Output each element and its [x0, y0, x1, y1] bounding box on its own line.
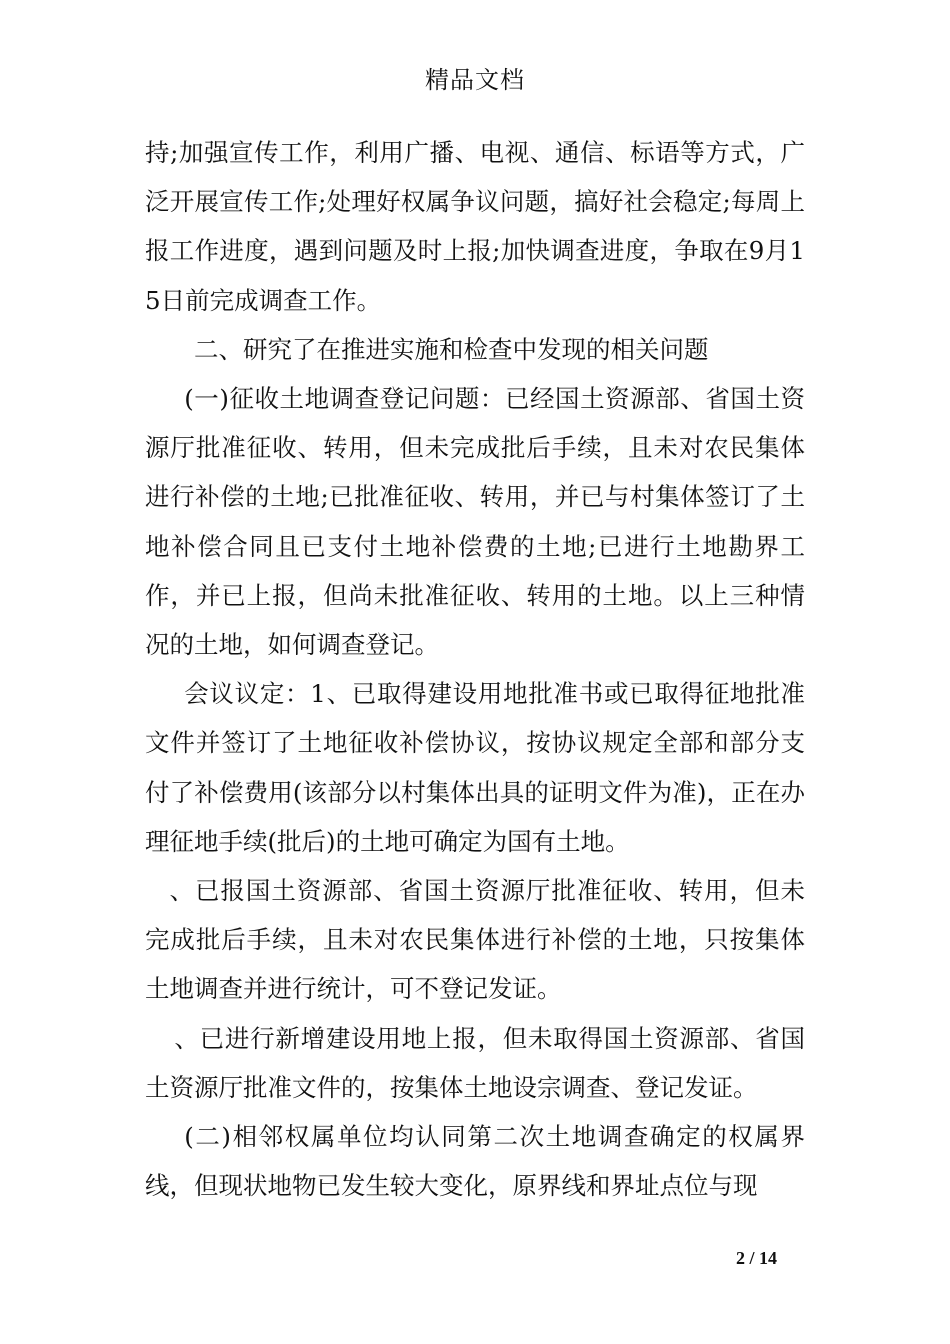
document-body: [145, 128, 805, 1210]
paragraph-resolution-1: 会议议定：1、已取得建设用地批准书或已取得征地批准文件并签订了土地征收补偿协议，按协议规定全部和部分支付了补偿费用(该部分以村集体出具的证明文件为准)，正在办理征地手续(批后)的土地可确定为国有土地。: [145, 679, 805, 856]
section-heading-2: 二、研究了在推进实施和检查中发现的相关问题: [194, 334, 709, 364]
paragraph-issue-2: (二)相邻权属单位均认同第二次土地调查确定的权属界线，但现状地物已发生较大变化，原界线和界址点位与现: [145, 1122, 805, 1201]
page-number: 2 / 14: [736, 1248, 778, 1268]
paragraph-continuation: 持;加强宣传工作，利用广播、电视、通信、标语等方式，广泛开展宣传工作;处理好权属争议问题，搞好社会稳定;每周上报工作进度，遇到问题及时上报;加快调查进度，争取在9月15日前完成调查工作。: [145, 138, 805, 315]
paragraph-issue-1: (一)征收土地调查登记问题：已经国土资源部、省国土资源厅批准征收、转用，但未完成批后手续，且未对农民集体进行补偿的土地;已批准征收、转用，并已与村集体签订了土地补偿合同且已支付土地补偿费的土地;已进行土地勘界工作，并已上报，但尚未批准征收、转用的土地。以上三种情况的土地，如何调查登记。: [145, 384, 805, 660]
paragraph-resolution-2: 、已报国土资源部、省国土资源厅批准征收、转用，但未完成批后手续，且未对农民集体进行补偿的土地，只按集体土地调查并进行统计，可不登记发证。: [145, 876, 805, 1004]
paragraph-resolution-3: 、已进行新增建设用地上报，但未取得国土资源部、省国土资源厅批准文件的，按集体土地设宗调查、登记发证。: [145, 1023, 805, 1102]
page-header: 精品文档: [425, 66, 525, 94]
